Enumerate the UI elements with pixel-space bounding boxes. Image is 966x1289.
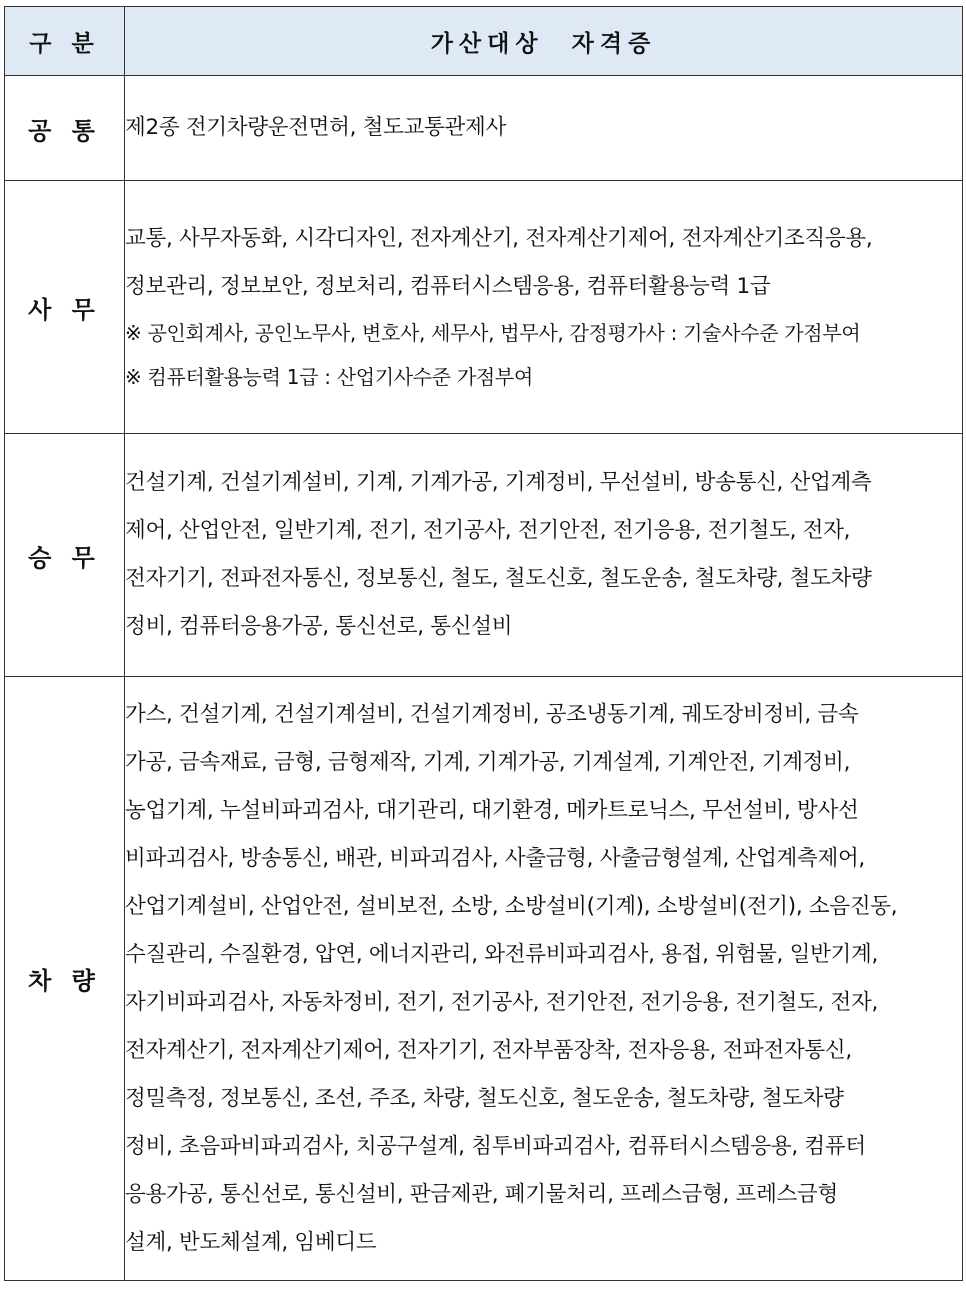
cert-line: 건설기계, 건설기계설비, 기계, 기계가공, 기계정비, 무선설비, 방송통신, 산업계측 xyxy=(125,470,872,495)
cert-line: 가스, 건설기계, 건설기계설비, 건설기계정비, 공조냉동기계, 궤도장비정비, 금속 xyxy=(125,701,859,727)
header-row xyxy=(5,7,963,76)
cert-line: 가공, 금속재료, 금형, 금형제작, 기계, 기계가공, 기계설계, 기계안전, 기계정비, xyxy=(125,749,851,775)
row-vehicle xyxy=(5,677,963,1281)
category-common: 공 통 xyxy=(5,76,125,181)
cert-line: 전자계산기, 전자계산기제어, 전자기기, 전자부품장착, 전자응용, 전파전자통신, xyxy=(125,1037,852,1063)
cert-list-office xyxy=(125,181,963,434)
cert-line: 정비, 컴퓨터응용가공, 통신선로, 통신설비 xyxy=(125,614,513,639)
cert-list-common xyxy=(125,76,963,181)
header-category: 구 분 xyxy=(5,7,125,76)
note-line: ※ 공인회계사, 공인노무사, 변호사, 세무사, 법무사, 감정평가사 : 기술사수준 가점부여 xyxy=(125,321,861,345)
cert-line: 제2종 전기차량운전면허, 철도교통관제사 xyxy=(125,115,506,140)
cert-line: 전자기기, 전파전자통신, 정보통신, 철도, 철도신호, 철도운송, 철도차량, 철도차량 xyxy=(125,566,872,591)
cert-line: 산업기계설비, 산업안전, 설비보전, 소방, 소방설비(기계), 소방설비(전기), 소음진동, xyxy=(125,893,898,919)
category-crew: 승 무 xyxy=(5,434,125,677)
cert-line: 수질관리, 수질환경, 압연, 에너지관리, 와전류비파괴검사, 용접, 위험물, 일반기계, xyxy=(125,941,879,967)
row-crew xyxy=(5,434,963,677)
header-qualification: 가산대상 자격증 xyxy=(125,7,963,76)
cert-line: 자기비파괴검사, 자동차정비, 전기, 전기공사, 전기안전, 전기응용, 전기철도, 전자, xyxy=(125,989,879,1015)
row-office xyxy=(5,181,963,434)
cert-line: 정비, 초음파비파괴검사, 치공구설계, 침투비파괴검사, 컴퓨터시스템응용, 컴퓨터 xyxy=(125,1133,866,1159)
row-common xyxy=(5,76,963,181)
cert-line: 정밀측정, 정보통신, 조선, 주조, 차량, 철도신호, 철도운송, 철도차량, 철도차량 xyxy=(125,1085,844,1111)
cert-line: 제어, 산업안전, 일반기계, 전기, 전기공사, 전기안전, 전기응용, 전기철도, 전자, xyxy=(125,518,851,543)
cert-line: 농업기계, 누설비파괴검사, 대기관리, 대기환경, 메카트로닉스, 무선설비, 방사선 xyxy=(125,797,859,823)
category-office: 사 무 xyxy=(5,181,125,434)
category-vehicle: 차 량 xyxy=(5,677,125,1281)
cert-list-crew xyxy=(125,434,963,677)
cert-line: 설계, 반도체설계, 임베디드 xyxy=(125,1229,377,1255)
cert-line: 비파괴검사, 방송통신, 배관, 비파괴검사, 사출금형, 사출금형설계, 산업계측제어, xyxy=(125,845,865,871)
cert-list-vehicle xyxy=(125,677,963,1281)
qualification-table xyxy=(4,6,963,1281)
cert-line: 교통, 사무자동화, 시각디자인, 전자계산기, 전자계산기제어, 전자계산기조직응용, xyxy=(125,226,873,251)
note-line: ※ 컴퓨터활용능력 1급 : 산업기사수준 가점부여 xyxy=(125,365,533,389)
cert-line: 정보관리, 정보보안, 정보처리, 컴퓨터시스템응용, 컴퓨터활용능력 1급 xyxy=(125,274,771,299)
cert-line: 응용가공, 통신선로, 통신설비, 판금제관, 폐기물처리, 프레스금형, 프레스금형 xyxy=(125,1181,838,1207)
